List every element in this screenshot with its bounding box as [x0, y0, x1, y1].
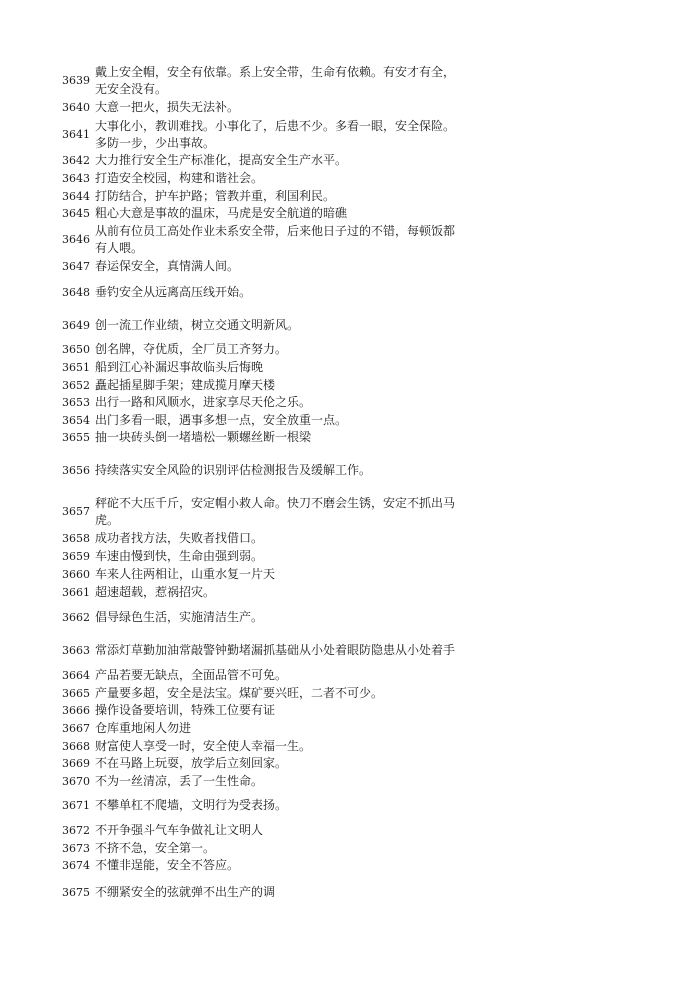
list-item — [62, 667, 462, 684]
entry-text: 操作设备要培训，特殊工位要有证 — [95, 703, 276, 717]
list-item — [62, 857, 462, 874]
entry-text: 创一流工作业绩，树立交通文明新风。 — [95, 318, 300, 332]
entry-number: 3665 — [62, 686, 90, 700]
entry-text: 大意一把火，损失无法补。 — [95, 100, 240, 114]
entry-text: 不绷紧安全的弦就弹不出生产的调 — [95, 885, 276, 899]
entry-number: 3668 — [62, 739, 90, 753]
entry-text: 抽一块砖头倒一堵墙松一颗螺丝断一根梁 — [95, 430, 312, 444]
entry-number: 3645 — [62, 206, 90, 220]
entry-text: 车来人往两相让，山重水复一片天 — [95, 567, 276, 581]
entry-text: 从前有位员工高处作业未系安全带，后来他日子过的不错，每顿饭都有人喂。 — [95, 224, 456, 255]
list-item — [62, 702, 462, 719]
list-item — [62, 738, 462, 755]
list-item — [62, 64, 462, 98]
entry-text: 出行一路和风顺水，进家享尽天伦之乐。 — [95, 395, 312, 409]
entry-number: 3667 — [62, 721, 90, 735]
list-item — [62, 822, 462, 839]
entry-number: 3639 — [62, 74, 90, 87]
entry-text: 不挤不急，安全第一。 — [95, 841, 216, 855]
list-item — [62, 720, 462, 737]
list-item — [62, 685, 462, 702]
entry-text: 仓库重地闲人勿进 — [95, 721, 192, 735]
entry-text: 秤砣不大压千斤，安定帽小救人命。快刀不磨会生锈，安定不抓出马虎。 — [95, 496, 456, 527]
entry-text: 大力推行安全生产标准化，提高安全生产水平。 — [95, 153, 348, 167]
entry-number: 3646 — [62, 233, 90, 246]
entry-text: 戴上安全帽，安全有依靠。系上安全带，生命有依赖。有安才有全，无安全没有。 — [95, 65, 456, 96]
entry-number: 3670 — [62, 774, 90, 788]
entry-text: 船到江心补漏迟事故临头后悔晚 — [95, 360, 264, 374]
list-item — [62, 495, 462, 529]
entry-number: 3659 — [62, 549, 90, 563]
entry-text: 倡导绿色生活，实施清洁生产。 — [95, 610, 264, 624]
list-item — [62, 530, 462, 547]
entry-text: 打防结合，护车护路；管教并重，利国利民。 — [95, 189, 336, 203]
list-item — [62, 755, 462, 772]
entry-text: 不懂非逞能，安全不答应。 — [95, 858, 240, 872]
entry-number: 3650 — [62, 342, 90, 356]
list-item — [62, 188, 462, 205]
entry-number: 3672 — [62, 823, 90, 837]
list-item — [62, 797, 462, 814]
entry-number: 3640 — [62, 100, 90, 114]
list-item — [62, 99, 462, 116]
list-item — [62, 284, 462, 301]
list-item — [62, 566, 462, 583]
entry-number: 3642 — [62, 153, 90, 167]
entry-number: 3654 — [62, 413, 90, 427]
list-item — [62, 258, 462, 275]
list-item — [62, 152, 462, 169]
entry-number: 3660 — [62, 567, 90, 581]
entry-text: 创名牌，夺优质，全厂员工齐努力。 — [95, 342, 288, 356]
entry-number: 3664 — [62, 668, 90, 682]
list-item — [62, 609, 462, 626]
entry-text: 矗起插星脚手架；建成揽月摩天楼 — [95, 378, 276, 392]
entry-text: 产量要多超，安全是法宝。煤矿要兴旺，二者不可少。 — [95, 686, 384, 700]
entry-text: 不开争强斗气车争做礼让文明人 — [95, 823, 264, 837]
list-item — [62, 223, 462, 257]
entry-text: 车速由慢到快，生命由强到弱。 — [95, 549, 264, 563]
entry-text: 粗心大意是事故的温床，马虎是安全航道的暗礁 — [95, 206, 348, 220]
entry-number: 3648 — [62, 285, 90, 299]
entry-text: 持续落实安全风险的识别评估检测报告及缓解工作。 — [95, 463, 372, 477]
entry-text: 产品若要无缺点，全面品管不可免。 — [95, 668, 288, 682]
entry-number: 3641 — [62, 128, 90, 141]
entry-text: 财富使人享受一时，安全使人幸福一生。 — [95, 739, 312, 753]
entry-number: 3649 — [62, 318, 90, 332]
list-item — [62, 642, 462, 659]
entry-text: 出门多看一眼，遇事多想一点，安全放重一点。 — [95, 413, 348, 427]
list-item — [62, 341, 462, 358]
entry-number: 3663 — [62, 643, 90, 657]
list-item — [62, 359, 462, 376]
entry-number: 3669 — [62, 756, 90, 770]
entry-text: 打造安全校园，构建和谐社会。 — [95, 171, 264, 185]
entry-number: 3656 — [62, 463, 90, 477]
entry-text: 大事化小，教训难找。小事化了，后患不少。多看一眼，安全保险。多防一步，少出事故。 — [95, 119, 456, 150]
list-item — [62, 429, 462, 446]
entry-text: 春运保安全，真情满人间。 — [95, 259, 240, 273]
list-item — [62, 840, 462, 857]
entry-number: 3661 — [62, 585, 90, 599]
list-item — [62, 462, 462, 479]
entry-text: 不攀单杠不爬墙，文明行为受表扬。 — [95, 798, 288, 812]
entry-number: 3673 — [62, 841, 90, 855]
list-item — [62, 584, 462, 601]
entry-number: 3643 — [62, 171, 90, 185]
entry-number: 3655 — [62, 430, 90, 444]
entry-number: 3674 — [62, 858, 90, 872]
list-item — [62, 170, 462, 187]
entry-text: 超速超载，惹祸招灾。 — [95, 585, 216, 599]
entry-number: 3647 — [62, 259, 90, 273]
list-item — [62, 317, 462, 334]
entry-number: 3653 — [62, 395, 90, 409]
entry-number: 3651 — [62, 360, 90, 374]
list-item — [62, 205, 462, 222]
entry-text: 不为一丝清凉，丢了一生性命。 — [95, 774, 264, 788]
list-item — [62, 548, 462, 565]
entry-number: 3658 — [62, 531, 90, 545]
list-item — [62, 884, 462, 901]
entry-number: 3675 — [62, 885, 90, 899]
list-item — [62, 773, 462, 790]
entry-number: 3644 — [62, 189, 90, 203]
entry-number: 3666 — [62, 703, 90, 717]
list-item — [62, 394, 462, 411]
entry-text: 成功者找方法，失败者找借口。 — [95, 531, 264, 545]
entry-number: 3671 — [62, 798, 90, 812]
entry-number: 3662 — [62, 610, 90, 624]
entry-text: 垂钓安全从远离高压线开始。 — [95, 285, 252, 299]
entry-text: 常添灯草勤加油常敲警钟勤堵漏抓基础从小处着眼防隐患从小处着手 — [95, 643, 456, 657]
entry-text: 不在马路上玩耍，放学后立刻回家。 — [95, 756, 288, 770]
entry-number: 3657 — [62, 505, 90, 518]
list-item — [62, 377, 462, 394]
entry-number: 3652 — [62, 378, 90, 392]
list-item — [62, 118, 462, 152]
list-item — [62, 412, 462, 429]
